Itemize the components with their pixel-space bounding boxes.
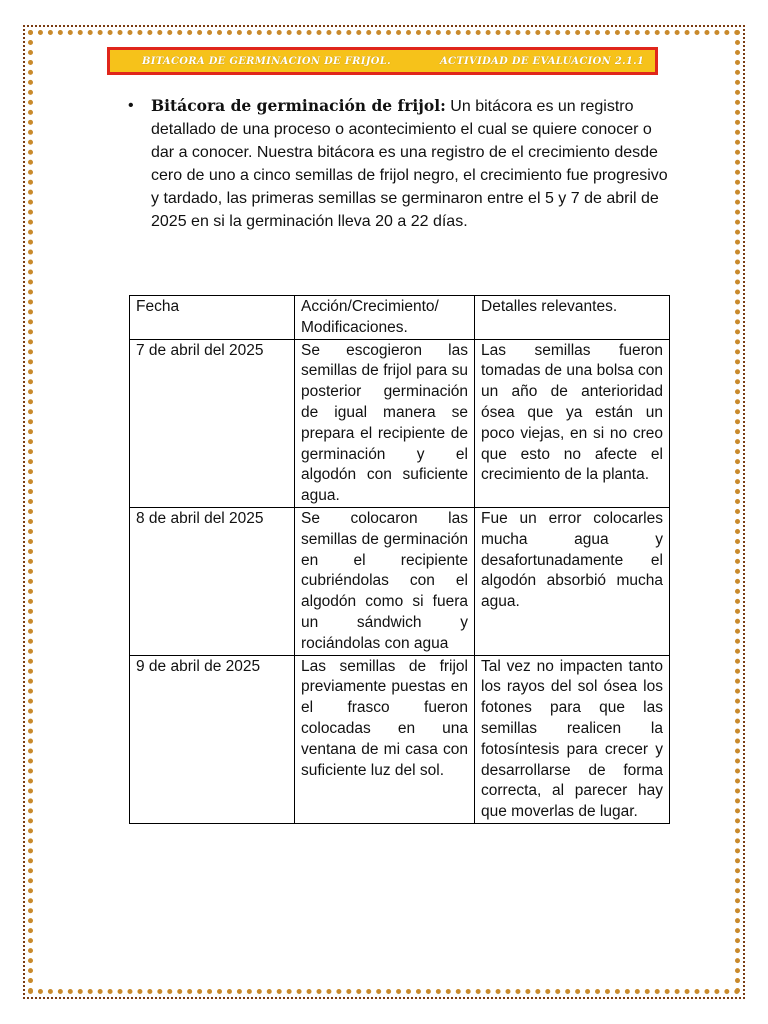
germination-log-table	[129, 295, 670, 824]
intro-body	[151, 94, 673, 233]
header-title: BITACORA DE GERMINACION DE FRIJOL.	[142, 55, 391, 67]
row-action: Las semillas de frijol previamente puestas en el frasco fueron colocadas en una ventana de mi casa con suficiente luz del sol.	[295, 655, 475, 823]
row-action: Se colocaron las semillas de germinación en el recipiente cubriéndolas con el algodón como si fuera un sándwich y rociándolas con agua	[295, 507, 475, 655]
intro-term: Bitácora de germinación de frijol:	[151, 96, 446, 115]
row-date: 9 de abril de 2025	[130, 655, 295, 823]
table-header-row	[130, 296, 670, 340]
table-row	[130, 339, 670, 507]
intro-paragraph	[128, 94, 673, 233]
row-date: 7 de abril del 2025	[130, 339, 295, 507]
row-details: Tal vez no impacten tanto los rayos del sol ósea los fotones para que las semillas realicen la fotosíntesis para crecer y desarrollarse de forma correcta, al parecer hay que moverlas de lugar.	[475, 655, 670, 823]
header-details: Detalles relevantes.	[475, 296, 670, 340]
row-details: Fue un error colocarles mucha agua y desafortunadamente el algodón absorbió mucha agua.	[475, 507, 670, 655]
header-activity-label: ACTIVIDAD DE EVALUACION 2.1.1	[440, 55, 645, 67]
table-row	[130, 655, 670, 823]
intro-bullet-item	[128, 94, 673, 233]
row-date: 8 de abril del 2025	[130, 507, 295, 655]
header-banner	[107, 47, 658, 75]
row-action: Se escogieron las semillas de frijol para su posterior germinación de igual manera se prepara el recipiente de germinación y el algodón con suficiente agua.	[295, 339, 475, 507]
intro-description: Un bitácora es un registro detallado de una proceso o acontecimiento el cual se quiere conocer o dar a conocer. Nuestra bitácora es una registro de el crecimiento desde cero de uno a cinco semillas de frijol negro, el crecimiento fue progresivo y tardado, las primeras semillas se germinaron entre el 5 y 7 de abril de 2025 en si la germinación lleva 20 a 22 días.	[151, 98, 668, 230]
table-row	[130, 507, 670, 655]
bullet-icon: •	[128, 97, 134, 114]
row-details: Las semillas fueron tomadas de una bolsa con un año de anterioridad ósea que ya están un poco viejas, en si no creo que esto no afecte el crecimiento de la planta.	[475, 339, 670, 507]
header-date: Fecha	[130, 296, 295, 340]
header-action: Acción/Crecimiento/ Modificaciones.	[295, 296, 475, 340]
